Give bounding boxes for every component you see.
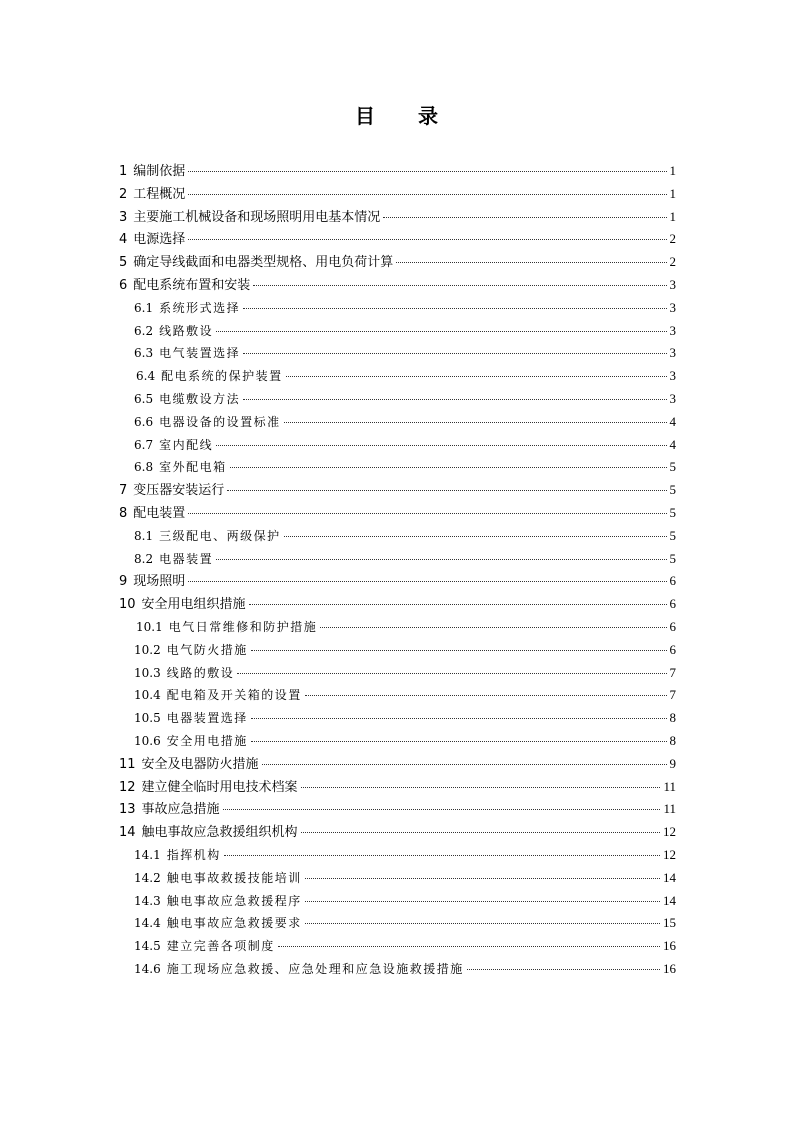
toc-section-entry[interactable] xyxy=(119,639,676,662)
toc-chapter-entry[interactable] xyxy=(119,821,676,844)
toc-entry-number: 5 xyxy=(119,255,128,271)
toc-dot-leader xyxy=(383,217,666,218)
toc-dot-leader xyxy=(243,353,666,354)
toc-dot-leader xyxy=(320,627,666,628)
toc-chapter-entry[interactable] xyxy=(119,251,676,274)
toc-entry-title: 室内配线 xyxy=(159,437,214,452)
toc-entry-number: 6.2 xyxy=(134,323,154,338)
toc-page-number: 3 xyxy=(669,345,676,361)
toc-section-entry[interactable] xyxy=(119,684,676,707)
toc-dot-leader xyxy=(243,308,666,309)
toc-entry-title: 触电事故应急救援组织机构 xyxy=(141,825,298,841)
toc-chapter-entry[interactable] xyxy=(119,753,676,776)
toc-dot-leader xyxy=(396,262,666,263)
toc-entry-title: 室外配电箱 xyxy=(159,460,227,475)
toc-section-entry[interactable] xyxy=(119,434,676,457)
toc-section-entry[interactable] xyxy=(119,912,676,935)
toc-entry-title: 电器装置 xyxy=(159,551,214,566)
toc-dot-leader xyxy=(243,399,666,400)
toc-dot-leader xyxy=(227,490,666,491)
toc-dot-leader xyxy=(301,787,661,788)
toc-entry-number: 7 xyxy=(119,483,128,499)
toc-page-number: 5 xyxy=(669,482,676,498)
toc-dot-leader xyxy=(237,673,666,674)
toc-page-number: 4 xyxy=(669,436,676,452)
toc-entry-title: 事故应急措施 xyxy=(141,802,220,818)
toc-dot-leader xyxy=(188,171,666,172)
toc-entry-number: 8 xyxy=(119,505,128,521)
toc-dot-leader xyxy=(286,376,667,377)
toc-page-number: 8 xyxy=(669,710,676,726)
toc-entry-number: 10.4 xyxy=(134,688,161,703)
toc-dot-leader xyxy=(188,194,666,195)
toc-chapter-entry[interactable] xyxy=(119,228,676,251)
toc-dot-leader xyxy=(305,923,660,924)
toc-page-number: 2 xyxy=(669,254,676,270)
toc-entry-number: 14.2 xyxy=(134,870,161,885)
toc-entry-title: 配电系统布置和安装 xyxy=(133,277,251,293)
toc-section-entry[interactable] xyxy=(119,616,676,639)
toc-section-entry[interactable] xyxy=(119,388,676,411)
toc-entry-number: 6.5 xyxy=(134,391,154,406)
toc-section-entry[interactable] xyxy=(119,867,676,890)
toc-entry-title: 安全及电器防火措施 xyxy=(141,756,259,772)
toc-page-number: 7 xyxy=(669,687,676,703)
toc-entry-title: 安全用电组织措施 xyxy=(141,597,246,613)
toc-page-number: 3 xyxy=(669,322,676,338)
toc-page-number: 6 xyxy=(669,618,676,634)
toc-entry-number: 14.4 xyxy=(134,916,161,931)
toc-entry-number: 2 xyxy=(119,186,128,202)
toc-entry-number: 4 xyxy=(119,232,128,248)
toc-section-entry[interactable] xyxy=(119,342,676,365)
toc-entry-title: 三级配电、两级保护 xyxy=(159,528,281,543)
toc-dot-leader xyxy=(216,559,666,560)
toc-page-number: 14 xyxy=(663,892,676,908)
toc-entry-title: 安全用电措施 xyxy=(166,733,248,748)
toc-entry-number: 10.6 xyxy=(134,733,161,748)
toc-entry-title: 主要施工机械设备和现场照明用电基本情况 xyxy=(133,209,381,225)
toc-page-number: 5 xyxy=(669,504,676,520)
toc-entry-number: 6.3 xyxy=(134,346,154,361)
toc-dot-leader xyxy=(262,764,667,765)
toc-entry-number: 3 xyxy=(119,209,128,225)
toc-entry-number: 6.7 xyxy=(134,437,154,452)
toc-entry-title: 电源选择 xyxy=(133,232,186,248)
toc-chapter-entry[interactable] xyxy=(119,570,676,593)
toc-page-number: 3 xyxy=(669,276,676,292)
toc-section-entry[interactable] xyxy=(119,844,676,867)
toc-entry-title: 电气防火措施 xyxy=(166,642,248,657)
toc-entry-title: 配电箱及开关箱的设置 xyxy=(166,688,302,703)
toc-entry-number: 6.4 xyxy=(136,369,156,384)
toc-page-number: 5 xyxy=(669,550,676,566)
toc-page-number: 16 xyxy=(663,960,676,976)
toc-entry-title: 建立健全临时用电技术档案 xyxy=(141,779,298,795)
toc-page-number: 1 xyxy=(669,185,676,201)
toc-entry-number: 9 xyxy=(119,574,128,590)
toc-entry-number: 10.5 xyxy=(134,711,161,726)
toc-chapter-entry[interactable] xyxy=(119,798,676,821)
toc-entry-number: 1 xyxy=(119,164,128,179)
toc-page-number: 4 xyxy=(669,413,676,429)
toc-dot-leader xyxy=(284,536,667,537)
toc-dot-leader xyxy=(253,285,666,286)
toc-dot-leader xyxy=(230,467,667,468)
toc-section-entry[interactable] xyxy=(119,411,676,434)
toc-entry-number: 13 xyxy=(119,802,136,818)
toc-entry-number: 6.6 xyxy=(134,414,154,429)
toc-chapter-entry[interactable] xyxy=(119,274,676,297)
toc-entry-number: 8.1 xyxy=(134,528,154,543)
toc-page-number: 14 xyxy=(663,869,676,885)
toc-dot-leader xyxy=(216,331,666,332)
toc-entry-number: 14.3 xyxy=(134,893,161,908)
toc-entry-title: 配电装置 xyxy=(133,505,186,521)
toc-page-number: 5 xyxy=(669,527,676,543)
toc-section-entry[interactable] xyxy=(119,890,676,913)
toc-dot-leader xyxy=(305,901,660,902)
toc-page-number: 1 xyxy=(669,163,676,178)
toc-section-entry[interactable] xyxy=(119,320,676,343)
toc-chapter-entry[interactable] xyxy=(119,183,676,206)
toc-chapter-entry[interactable] xyxy=(119,776,676,799)
toc-section-entry[interactable] xyxy=(119,935,676,958)
toc-entry-title: 确定导线截面和电器类型规格、用电负荷计算 xyxy=(133,255,394,271)
toc-dot-leader xyxy=(224,855,660,856)
toc-entry-number: 10.1 xyxy=(136,619,163,634)
toc-section-entry[interactable] xyxy=(119,662,676,685)
toc-page-number: 6 xyxy=(669,641,676,657)
toc-entry-number: 14 xyxy=(119,825,136,841)
toc-dot-leader xyxy=(284,422,667,423)
toc-entry-title: 电器装置选择 xyxy=(166,711,248,726)
toc-chapter-entry[interactable] xyxy=(119,502,676,525)
toc-entry-title: 工程概况 xyxy=(133,186,186,202)
toc-dot-leader xyxy=(188,581,666,582)
toc-entry-title: 电气装置选择 xyxy=(159,346,241,361)
toc-entry-number: 14.5 xyxy=(134,939,161,954)
toc-page-number: 12 xyxy=(663,846,676,862)
toc-entry-title: 线路敷设 xyxy=(159,323,214,338)
toc-dot-leader xyxy=(251,650,667,651)
toc-entry-title: 系统形式选择 xyxy=(159,300,241,315)
toc-entry-number: 10.2 xyxy=(134,642,161,657)
toc-page-number: 7 xyxy=(669,664,676,680)
toc-entry-number: 14.1 xyxy=(134,847,161,862)
toc-section-entry[interactable] xyxy=(119,365,676,388)
toc-entry-title: 变压器安装运行 xyxy=(133,483,225,499)
toc-dot-leader xyxy=(305,695,667,696)
toc-entry-title: 施工现场应急救援、应急处理和应急设施救援措施 xyxy=(166,961,464,976)
toc-entry-title: 电缆敷设方法 xyxy=(159,391,241,406)
toc-page-number: 9 xyxy=(669,755,676,771)
toc-chapter-entry[interactable] xyxy=(119,593,676,616)
toc-dot-leader xyxy=(251,718,667,719)
toc-page-number: 15 xyxy=(663,915,676,931)
toc-page-number: 2 xyxy=(669,231,676,247)
toc-entry-number: 6.1 xyxy=(134,300,154,315)
toc-entry-number: 11 xyxy=(119,756,136,772)
toc-entry-title: 电器设备的设置标准 xyxy=(159,414,281,429)
toc-entry-number: 10 xyxy=(119,597,136,613)
toc-entry-title: 触电事故救援技能培训 xyxy=(166,870,302,885)
toc-chapter-entry[interactable] xyxy=(119,160,676,183)
toc-page-number: 11 xyxy=(663,801,676,817)
toc-entry-number: 14.6 xyxy=(134,961,161,976)
toc-dot-leader xyxy=(188,513,666,514)
toc-page-number: 6 xyxy=(669,596,676,612)
toc-page-number: 12 xyxy=(663,824,676,840)
toc-dot-leader xyxy=(301,832,660,833)
toc-entry-title: 指挥机构 xyxy=(166,847,221,862)
toc-page-number: 3 xyxy=(669,390,676,406)
toc-section-entry[interactable] xyxy=(119,730,676,753)
toc-entry-number: 12 xyxy=(119,779,136,795)
toc-page-number: 16 xyxy=(663,938,676,954)
toc-page-number: 11 xyxy=(663,778,676,794)
toc-page-number: 1 xyxy=(669,208,676,224)
toc-entry-title: 触电事故应急救援程序 xyxy=(166,893,302,908)
toc-section-entry[interactable] xyxy=(119,297,676,320)
toc-entry-title: 配电系统的保护装置 xyxy=(161,369,283,384)
toc-entry-title: 电气日常维修和防护措施 xyxy=(168,619,318,634)
toc-entry-title: 触电事故应急救援要求 xyxy=(166,916,302,931)
toc-dot-leader xyxy=(305,878,660,879)
toc-entry-number: 10.3 xyxy=(134,665,161,680)
toc-dot-leader xyxy=(223,809,661,810)
toc-page-number: 5 xyxy=(669,459,676,475)
toc-page-number: 3 xyxy=(669,299,676,315)
toc-section-entry[interactable] xyxy=(119,456,676,479)
toc-entry-title: 线路的敷设 xyxy=(166,665,235,680)
table-of-contents xyxy=(119,160,676,981)
toc-entry-number: 8.2 xyxy=(134,551,154,566)
toc-title: 目 录 xyxy=(355,104,456,128)
toc-dot-leader xyxy=(216,445,666,446)
toc-entry-title: 编制依据 xyxy=(133,164,186,179)
toc-page-number: 3 xyxy=(669,368,676,384)
toc-dot-leader xyxy=(249,604,667,605)
toc-section-entry[interactable] xyxy=(119,958,676,981)
toc-page-number: 6 xyxy=(669,573,676,589)
toc-section-entry[interactable] xyxy=(119,707,676,730)
toc-entry-title: 现场照明 xyxy=(133,574,186,590)
toc-entry-title: 建立完善各项制度 xyxy=(166,939,275,954)
toc-section-entry[interactable] xyxy=(119,548,676,571)
toc-entry-number: 6.8 xyxy=(134,460,154,475)
toc-chapter-entry[interactable] xyxy=(119,479,676,502)
toc-page-number: 8 xyxy=(669,732,676,748)
toc-dot-leader xyxy=(278,946,660,947)
toc-dot-leader xyxy=(188,239,666,240)
toc-dot-leader xyxy=(251,741,667,742)
toc-entry-number: 6 xyxy=(119,277,128,293)
toc-dot-leader xyxy=(467,969,660,970)
toc-section-entry[interactable] xyxy=(119,525,676,548)
toc-chapter-entry[interactable] xyxy=(119,206,676,229)
